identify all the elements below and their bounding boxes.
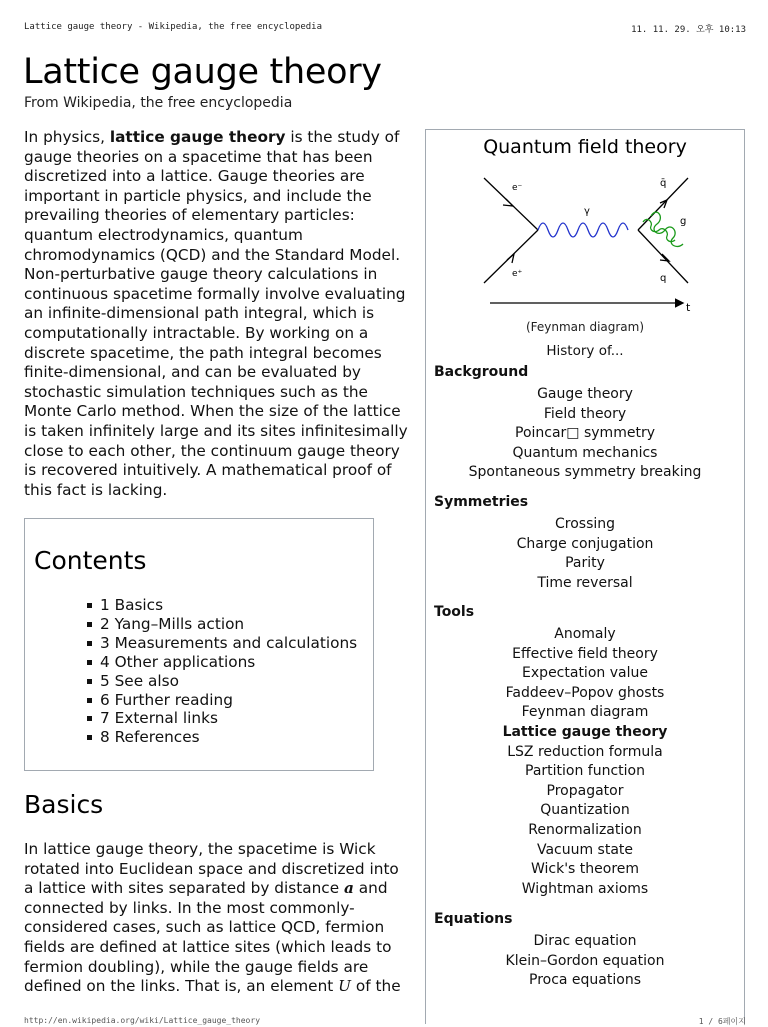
photon-wave [538, 223, 628, 237]
variable-u: U [338, 977, 352, 996]
link-charge-conjugation[interactable]: Charge conjugation [516, 535, 654, 552]
group-heading-background: Background [434, 364, 529, 380]
link-crossing[interactable]: Crossing [554, 516, 616, 532]
print-header-timestamp: 11. 11. 29. 오후 10:13 [631, 25, 746, 35]
link-klein-gordon-equation[interactable]: Klein–Gordon equation [505, 952, 665, 969]
section-heading-basics: Basics [24, 790, 104, 819]
intro-text-end: is the study of gauge theories on a spacetime that has been discretized into a lattice. Gauge theories are important in particle physics, and include the prevailing theories of elementary particles: quantum electrodynamics, quantum chromodynamics (QCD) and the Standard Model. Non-perturbative gauge theory calculations in continuous spacetime formally involve evaluating an infinite-dimensional path integral, which is computationally intractable. By working on a discrete spacetime, the path integral becomes finite-dimensional, and can be evaluated by stochastic simulation techniques such as the Monte Carlo method. When the size of the lattice is taken infinitely large and its sites infinitesimally close to each other, the continuum gauge theory is recovered intuitively. A mathematical proof of this fact is lacking. [24, 128, 408, 499]
label-g: g [680, 216, 687, 227]
diagram-caption: (Feynman diagram) [525, 320, 645, 334]
link-time-reversal[interactable]: Time reversal [537, 574, 633, 591]
group-heading-symmetries: Symmetries [434, 494, 529, 510]
link-renormalization[interactable]: Renormalization [528, 821, 642, 838]
group-background [426, 364, 744, 483]
toc-item-see-also[interactable]: 5 See also [87, 672, 357, 691]
link-expectation-value[interactable]: Expectation value [522, 665, 648, 682]
group-heading-equations: Equations [434, 911, 513, 927]
intro-bold-term: lattice gauge theory [109, 128, 286, 146]
link-feynman-diagram[interactable]: Feynman diagram [521, 704, 649, 721]
link-propagator[interactable]: Propagator [546, 782, 624, 799]
sidebar-title: Quantum field theory [483, 136, 687, 158]
label-e-plus: e⁺ [512, 269, 523, 279]
gluon-line [651, 212, 683, 246]
link-wightman-axioms[interactable]: Wightman axioms [521, 880, 649, 897]
link-parity[interactable]: Parity [565, 555, 605, 572]
group-heading-tools: Tools [434, 604, 475, 620]
toc-item-references[interactable]: 8 References [87, 728, 357, 747]
label-e-minus: e⁻ [512, 183, 523, 193]
toc-item-external-links[interactable]: 7 External links [87, 709, 357, 728]
sidebar-infobox [425, 129, 745, 1024]
link-gauge-theory[interactable]: Gauge theory [537, 386, 633, 402]
print-header-title: Lattice gauge theory - Wikipedia, the free encyclopedia [24, 22, 323, 32]
link-poincare-symmetry[interactable]: Poincar□ symmetry [515, 425, 655, 442]
toc-item-measurements[interactable]: 3 Measurements and calculations [87, 634, 357, 653]
label-q-bar: q̄ [660, 178, 667, 189]
variable-a: a [343, 879, 354, 898]
link-quantization[interactable]: Quantization [540, 802, 630, 819]
link-partition-function[interactable]: Partition function [525, 763, 645, 780]
link-spontaneous-symmetry-breaking[interactable]: Spontaneous symmetry breaking [468, 464, 702, 481]
link-field-theory[interactable]: Field theory [543, 405, 627, 422]
history-link[interactable]: History of... [546, 343, 624, 359]
toc-heading: Contents [34, 546, 147, 575]
link-wicks-theorem[interactable]: Wick's theorem [530, 861, 640, 878]
link-proca-equations[interactable]: Proca equations [529, 972, 641, 989]
basics-text-3: of the [351, 977, 401, 996]
table-of-contents [24, 518, 374, 771]
toc-item-basics[interactable]: 1 Basics [87, 596, 357, 615]
print-footer-url: http://en.wikipedia.org/wiki/Lattice_gauge_theory [24, 1016, 261, 1025]
link-lsz-reduction-formula[interactable]: LSZ reduction formula [507, 743, 663, 760]
link-vacuum-state[interactable]: Vacuum state [536, 841, 634, 858]
feynman-diagram [476, 170, 701, 315]
label-gamma: γ [584, 206, 590, 217]
group-symmetries [426, 494, 744, 593]
link-faddeev-popov-ghosts[interactable]: Faddeev–Popov ghosts [505, 684, 665, 701]
link-anomaly[interactable]: Anomaly [554, 626, 616, 642]
basics-paragraph [24, 840, 410, 997]
print-footer-page: 1 / 6페이지 [698, 1017, 746, 1026]
toc-list [87, 596, 357, 747]
intro-text-start: In physics, [24, 128, 110, 146]
current-page-lattice-gauge-theory: Lattice gauge theory [502, 723, 668, 740]
toc-item-yang-mills-action[interactable]: 2 Yang–Mills action [87, 615, 357, 634]
group-tools [426, 604, 744, 899]
label-t: t [686, 301, 691, 314]
page-title: Lattice gauge theory [23, 52, 382, 92]
link-dirac-equation[interactable]: Dirac equation [533, 933, 637, 949]
group-equations [426, 911, 744, 991]
label-q: q [660, 273, 667, 284]
link-quantum-mechanics[interactable]: Quantum mechanics [512, 444, 658, 461]
basics-text-1: In lattice gauge theory, the spacetime is Wick rotated into Euclidean space and discretized into a lattice with sites separated by distance [24, 840, 399, 898]
toc-item-other-applications[interactable]: 4 Other applications [87, 653, 357, 672]
intro-paragraph [24, 128, 410, 500]
basics-text-2: and connected by links. In the most commonly-considered cases, such as lattice QCD, fermion fields are defined at lattice sites (which leads to fermion doubling), while the gauge fields are defined on the links. That is, an element [24, 879, 392, 996]
page-subtitle: From Wikipedia, the free encyclopedia [24, 95, 293, 111]
toc-item-further-reading[interactable]: 6 Further reading [87, 691, 357, 710]
link-effective-field-theory[interactable]: Effective field theory [512, 645, 658, 662]
